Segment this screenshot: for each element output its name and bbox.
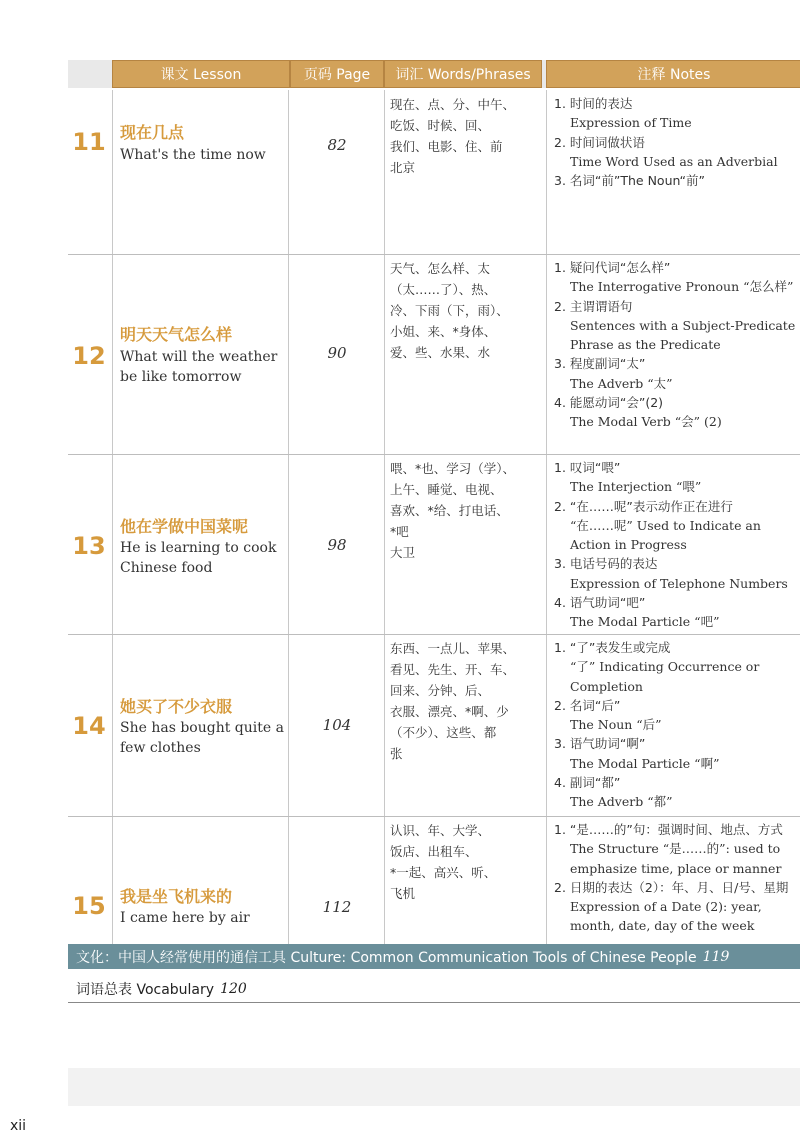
header-lesson: 课文 Lesson xyxy=(112,60,290,88)
word-line: 我们、电影、住、前 xyxy=(390,139,503,154)
word-line: 北京 xyxy=(390,160,416,175)
word-line: 东西、一点儿、苹果、 xyxy=(390,641,516,656)
note-zh: 1. 时间的表达 xyxy=(554,96,633,111)
note-zh: 3. 名词“前”The Noun“前” xyxy=(554,173,705,189)
table-header xyxy=(68,60,800,88)
note-zh: 3. 语气助词“啊” xyxy=(554,736,646,752)
lesson-title-zh: 她买了不少衣服 xyxy=(120,697,233,716)
lesson-page: 98 xyxy=(327,536,347,554)
words-list xyxy=(390,820,540,904)
note-en: The Modal Particle “啊” xyxy=(570,755,720,771)
note-en: The Interrogative Pronoun “怎么样” xyxy=(570,279,794,295)
word-line: 饭店、出租车、 xyxy=(390,844,478,859)
note-zh: 1. 叹词“喂” xyxy=(554,460,621,475)
word-line: （太……了）、热、 xyxy=(390,282,497,297)
lesson-number: 12 xyxy=(72,342,106,370)
lesson-row-14[interactable] xyxy=(68,634,800,817)
word-line: 飞机 xyxy=(390,886,416,901)
note-en: The Adverb “都” xyxy=(570,794,673,810)
word-line: 吃饭、时候、回、 xyxy=(390,118,491,133)
lesson-title-en: I came here by air xyxy=(120,910,250,926)
note-zh: 4. 能愿动词“会”(2) xyxy=(554,395,664,411)
lesson-page: 90 xyxy=(327,344,347,362)
notes-list xyxy=(554,820,800,936)
lesson-row-13[interactable] xyxy=(68,454,800,635)
note-en: The Modal Verb “会” (2) xyxy=(570,414,722,430)
lesson-title-en: What will the weather be like tomorrow xyxy=(120,349,278,385)
words-list xyxy=(390,638,540,764)
note-en: Expression of a Date (2): year, month, date, day of the week xyxy=(570,899,762,934)
lesson-title-en: What's the time now xyxy=(120,147,266,163)
note-zh: 1. “是……的”句：强调时间、地点、方式 xyxy=(554,822,783,837)
note-zh: 1. “了”表发生或完成 xyxy=(554,640,671,655)
note-en: “了” Indicating Occurrence or Completion xyxy=(570,659,760,694)
note-zh: 3. 程度副词“太” xyxy=(554,356,646,372)
word-line: 认识、年、大学、 xyxy=(390,823,491,838)
header-notes: 注释 Notes xyxy=(546,60,800,88)
note-zh: 1. 疑问代词“怎么样” xyxy=(554,260,671,275)
lesson-number: 15 xyxy=(72,892,106,920)
culture-label: 文化：中国人经常使用的通信工具 Culture: Common Communication Tools of Chinese People xyxy=(76,949,697,966)
vocabulary-page: 120 xyxy=(220,980,247,997)
note-en: The Interjection “喂” xyxy=(570,479,702,495)
footer-band xyxy=(68,1068,800,1106)
note-zh: 2. 日期的表达（2）：年、月、日/号、星期 xyxy=(554,879,789,895)
words-list xyxy=(390,258,540,363)
lesson-row-11[interactable] xyxy=(68,90,800,255)
word-line: *吧 xyxy=(390,524,409,539)
lesson-page: 112 xyxy=(322,898,352,916)
note-zh: 2. “在……呢”表示动作正在进行 xyxy=(554,498,733,514)
culture-entry[interactable] xyxy=(68,944,800,969)
vocabulary-label: 词语总表 Vocabulary xyxy=(76,981,215,998)
header-words: 词汇 Words/Phrases xyxy=(384,60,542,88)
note-en: Sentences with a Subject-Predicate Phrase as the Predicate xyxy=(570,317,796,353)
note-en: The Adverb “太” xyxy=(570,375,673,391)
page-number: xii xyxy=(10,1118,27,1134)
notes-list xyxy=(554,94,800,190)
word-line: 回来、分钟、后、 xyxy=(390,683,491,698)
word-line: *一起、高兴、听、 xyxy=(390,865,497,880)
vocabulary-entry[interactable] xyxy=(68,975,800,1003)
lesson-title-en: He is learning to cook Chinese food xyxy=(120,540,277,576)
note-zh: 4. 副词“都” xyxy=(554,775,621,791)
note-en: The Structure “是……的”: used to emphasize time, place or manner xyxy=(570,841,782,876)
word-line: 张 xyxy=(390,746,403,761)
culture-page: 119 xyxy=(702,948,730,965)
word-line: 上午、睡觉、电视、 xyxy=(390,482,503,497)
note-en: The Noun “后” xyxy=(570,717,662,733)
lesson-title-zh: 我是坐飞机来的 xyxy=(120,887,233,906)
lesson-title-en: She has bought quite a few clothes xyxy=(120,720,284,756)
note-zh: 2. 名词“后” xyxy=(554,697,621,713)
word-line: 衣服、漂亮、*啊、少 xyxy=(390,704,509,719)
lesson-number: 11 xyxy=(72,128,106,156)
word-line: 爱、些、水果、水 xyxy=(390,345,491,360)
word-line: 现在、点、分、中午、 xyxy=(390,97,516,112)
word-line: 小姐、来、*身体、 xyxy=(390,324,497,339)
word-line: （不少）、这些、都 xyxy=(390,725,497,740)
notes-list xyxy=(554,638,800,812)
lesson-title-zh: 明天天气怎么样 xyxy=(120,325,233,344)
header-page: 页码 Page xyxy=(290,60,384,88)
word-line: 冷、下雨（下，雨）、 xyxy=(390,303,509,318)
note-zh: 2. 主谓谓语句 xyxy=(554,298,633,314)
lesson-number: 14 xyxy=(72,712,106,740)
note-zh: 2. 时间词做状语 xyxy=(554,134,645,150)
words-list xyxy=(390,94,540,178)
word-line: 大卫 xyxy=(390,545,416,560)
note-en: Expression of Telephone Numbers xyxy=(570,575,788,591)
word-line: 天气、怎么样、太 xyxy=(390,261,491,276)
notes-list xyxy=(554,258,800,432)
word-line: 看见、先生、开、车、 xyxy=(390,662,516,677)
note-en: Time Word Used as an Adverbial xyxy=(570,153,778,169)
lesson-page: 82 xyxy=(327,136,347,154)
note-en: “在……呢” Used to Indicate an Action in Progress xyxy=(570,517,761,553)
lesson-row-15[interactable] xyxy=(68,816,800,996)
note-zh: 4. 语气助词“吧” xyxy=(554,595,646,611)
lesson-page: 104 xyxy=(322,716,352,734)
notes-list xyxy=(554,458,800,632)
word-line: 喜欢、*给、打电话、 xyxy=(390,503,509,518)
word-line: 喂、*也、学习（学）、 xyxy=(390,461,516,476)
note-en: Expression of Time xyxy=(570,115,692,131)
lesson-title-zh: 现在几点 xyxy=(120,123,185,142)
lesson-title-zh: 他在学做中国菜呢 xyxy=(120,517,249,536)
note-zh: 3. 电话号码的表达 xyxy=(554,556,658,572)
note-en: The Modal Particle “吧” xyxy=(570,614,720,630)
lesson-row-12[interactable] xyxy=(68,254,800,455)
lesson-number: 13 xyxy=(72,532,106,560)
words-list xyxy=(390,458,540,563)
